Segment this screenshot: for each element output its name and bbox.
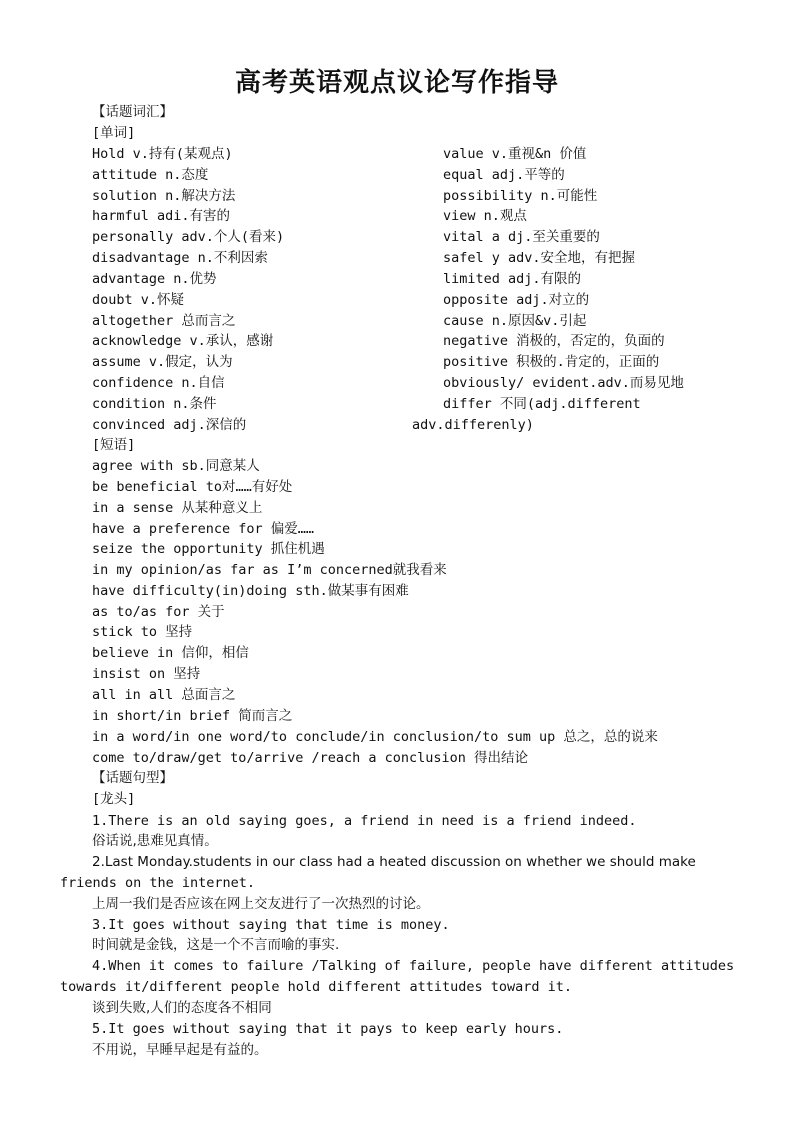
sentence-english: 5.It goes without saying that it pays to keep early hours.: [92, 1021, 564, 1037]
word-item: attitude n.态度: [92, 167, 209, 183]
word-item: vital a dj.至关重要的: [443, 229, 600, 245]
word-item: altogether 总而言之: [92, 313, 236, 329]
phrase-item: be beneficial to对……有好处: [92, 479, 293, 495]
word-item: harmful adi.有害的: [92, 208, 231, 224]
phrase-item: come to/draw/get to/arrive /reach a conclusion 得出结论: [92, 750, 529, 766]
word-item: condition n.条件: [92, 396, 217, 412]
word-item: convinced adj.深信的: [92, 417, 247, 433]
phrase-item: believe in 信仰，相信: [92, 645, 249, 661]
subsection-header-words: [单词]: [92, 125, 136, 141]
sentence-chinese: 谈到失败,人们的态度各不相同: [92, 1000, 272, 1016]
phrase-item: all in all 总面言之: [92, 687, 236, 703]
word-item: personally adv.个人(看来): [92, 229, 285, 245]
word-item: Hold v.持有(某观点): [92, 146, 233, 162]
sentence-english-continuation: friends on the internet.: [60, 875, 256, 891]
phrase-item: have a preference for 偏爱……: [92, 521, 315, 537]
word-item: advantage n.优势: [92, 271, 217, 287]
word-item: obviously/ evident.adv.而易见地: [443, 375, 684, 391]
word-item: view n.观点: [443, 208, 527, 224]
word-item: limited adj.有限的: [443, 271, 582, 287]
section-header-vocab: 【话题词汇】: [92, 104, 173, 120]
sentence-chinese: 上周一我们是否应该在网上交友进行了一次热烈的讨论。: [92, 896, 430, 912]
phrase-item: have difficulty(in)doing sth.做某事有困难: [92, 583, 409, 599]
word-item: negative 消极的，否定的，负面的: [443, 333, 665, 349]
phrase-item: insist on 坚持: [92, 666, 201, 682]
page-title: 高考英语观点议论写作指导: [234, 68, 559, 98]
word-item: disadvantage n.不利因索: [92, 250, 268, 266]
word-item: confidence n.自信: [92, 375, 225, 391]
word-item: possibility n.可能性: [443, 188, 598, 204]
word-item: doubt v.怀疑: [92, 292, 185, 308]
subsection-header-opening: [龙头]: [92, 791, 136, 807]
word-item: value v.重视&n 价值: [443, 146, 587, 162]
sentence-chinese: 俗话说,患难见真情。: [92, 833, 218, 849]
phrase-item: in my opinion/as far as I’m concerned就我看来: [92, 562, 447, 578]
section-header-sentences: 【话题句型】: [92, 770, 173, 786]
phrase-item: in a word/in one word/to conclude/in conclusion/to sum up 总之，总的说来: [92, 729, 658, 745]
phrase-item: in a sense 从某种意义上: [92, 500, 263, 516]
word-item: equal adj.平等的: [443, 167, 565, 183]
phrase-item: agree with sb.同意某人: [92, 458, 260, 474]
word-item: solution n.解决方法: [92, 188, 236, 204]
phrase-item: in short/in brief 简而言之: [92, 708, 293, 724]
sentence-english: 4.When it comes to failure /Talking of failure, people have different attitudes: [92, 958, 735, 974]
word-item-continuation: adv.differenly): [412, 417, 534, 433]
word-item: safel y adv.安全地，有把握: [443, 250, 636, 266]
sentence-chinese: 时间就是金钱，这是一个不言而喻的事实.: [92, 937, 340, 953]
word-item: differ 不同(adj.different: [443, 396, 641, 412]
phrase-item: as to/as for 关于: [92, 604, 225, 620]
sentence-english: 3.It goes without saying that time is money.: [92, 917, 450, 933]
sentence-english: 2.Last Monday.students in our class had a heated discussion on whether we should make: [92, 854, 696, 870]
sentence-english-continuation: towards it/different people hold different attitudes toward it.: [60, 979, 573, 995]
word-item: positive 积极的.肯定的，正面的: [443, 354, 660, 370]
word-item: assume v.假定，认为: [92, 354, 233, 370]
phrase-item: seize the opportunity 抓住机遇: [92, 541, 325, 557]
word-item: cause n.原因&v.引起: [443, 313, 587, 329]
sentence-chinese: 不用说，早睡早起是有益的。: [92, 1042, 268, 1058]
word-item: acknowledge v.承认，感谢: [92, 333, 274, 349]
sentence-english: 1.There is an old saying goes, a friend in need is a friend indeed.: [92, 813, 637, 829]
phrase-item: stick to 坚持: [92, 624, 193, 640]
subsection-header-phrases: [短语]: [92, 437, 136, 453]
word-item: opposite adj.对立的: [443, 292, 590, 308]
